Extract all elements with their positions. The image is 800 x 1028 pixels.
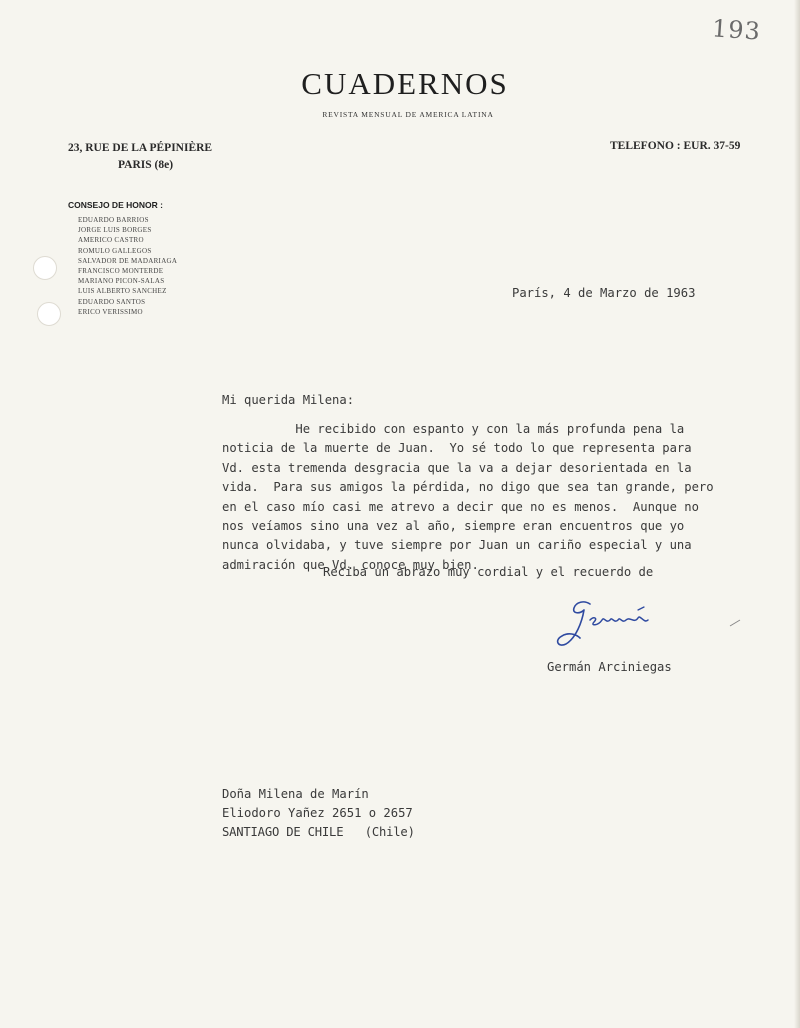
letter-salutation: Mi querida Milena: — [222, 393, 355, 407]
council-member-list — [78, 215, 177, 317]
body-line: admiración que Vd. conoce muy bien. — [222, 557, 479, 572]
council-member: AMERICO CASTRO — [78, 236, 144, 245]
body-line: en el caso mío casi me atrevo a decir que no es menos. Aunque no — [222, 499, 699, 514]
handwritten-signature — [554, 594, 664, 654]
recipient-name: Doña Milena de Marín — [222, 787, 369, 801]
council-member: JORGE LUIS BORGES — [78, 226, 152, 235]
archive-number: 193 — [711, 14, 762, 46]
council-member: MARIANO PICON-SALAS — [78, 277, 165, 286]
recipient-address — [222, 785, 415, 842]
recipient-street: Eliodoro Yañez 2651 o 2657 — [222, 806, 413, 820]
letterhead-title: CUADERNOS — [301, 66, 509, 101]
recipient-city: SANTIAGO DE CHILE (Chile) — [222, 825, 415, 839]
council-member: ERICO VERISSIMO — [78, 307, 143, 316]
letterhead-phone: TELEFONO : EUR. 37-59 — [610, 140, 741, 152]
council-member: FRANCISCO MONTERDE — [78, 267, 164, 276]
body-line: nunca olvidaba, y tuve siempre por Juan un cariño especial y una — [222, 538, 692, 553]
page-edge-shadow — [794, 0, 800, 1028]
letter-date: París, 4 de Marzo de 1963 — [512, 286, 696, 300]
body-line: nos veíamos sino una vez al año, siempre eran encuentros que yo — [222, 519, 685, 534]
address-line-1: 23, RUE DE LA PÉPINIÈRE — [68, 142, 213, 154]
letterhead-address — [68, 140, 212, 174]
punch-hole — [37, 302, 61, 326]
body-line: vida. Para sus amigos la pérdida, no digo que sea tan grande, pero — [222, 480, 714, 495]
body-line: Vd. esta tremenda desgracia que la va a dejar desorientada en la — [222, 460, 692, 475]
council-member: ROMULO GALLEGOS — [78, 246, 152, 255]
letter-body — [222, 420, 782, 575]
council-title: CONSEJO DE HONOR : — [68, 200, 163, 210]
letterhead-subtitle: REVISTA MENSUAL DE AMERICA LATINA — [322, 110, 494, 119]
pen-mark — [728, 618, 742, 628]
signer-name: Germán Arciniegas — [547, 660, 672, 674]
council-member: EDUARDO BARRIOS — [78, 216, 149, 224]
punch-hole — [33, 256, 57, 280]
letter-closing: Reciba un abrazo muy cordial y el recuerdo de — [323, 565, 654, 579]
council-member: EDUARDO SANTOS — [78, 297, 146, 306]
address-line-2: PARIS (8e) — [118, 159, 174, 171]
body-line: He recibido con espanto y con la más profunda pena la — [222, 422, 685, 436]
body-line: noticia de la muerte de Juan. Yo sé todo lo que representa para — [222, 441, 692, 456]
council-member: LUIS ALBERTO SANCHEZ — [78, 287, 167, 296]
council-member: SALVADOR DE MADARIAGA — [78, 256, 178, 265]
